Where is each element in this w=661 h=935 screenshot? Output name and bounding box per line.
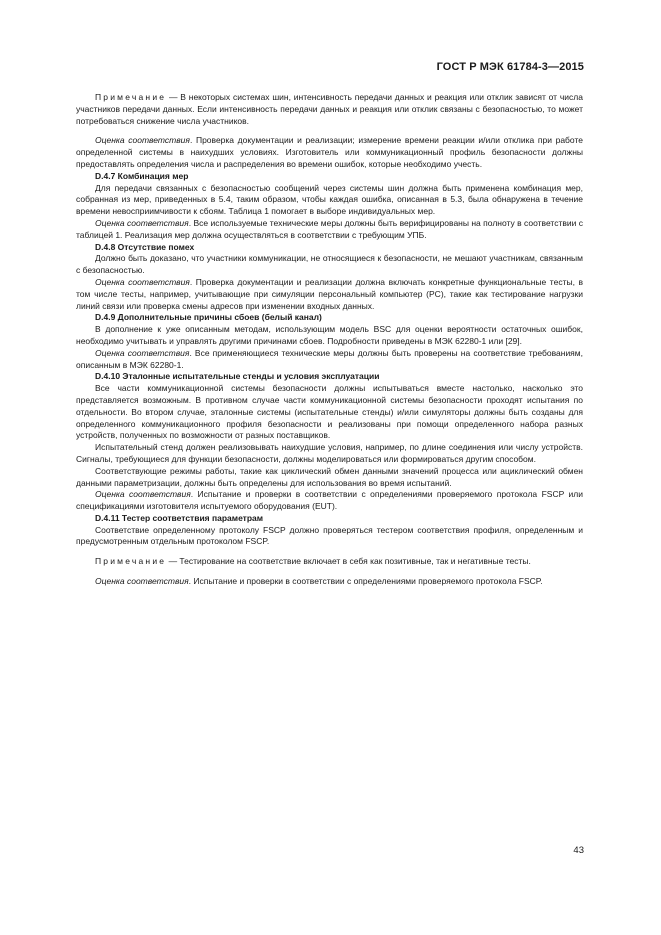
conformance-paragraph	[76, 218, 583, 242]
conformance-lead: Оценка соответствия	[95, 276, 190, 287]
body-paragraph: Соответствие определенному протоколу FSCP должно проверяться тестером соответствия профиля, определенным и предусмотренным отдельным протоколом FSCP.	[76, 524, 583, 547]
body-paragraph: В дополнение к уже описанным методам, использующим модель BSC для оценки вероятности остаточных ошибок, необходимо учитывать и управлять другими причинами сбоев. Подробности приведены в МЭК 62280-1 или [29].	[76, 324, 583, 346]
conformance-text: . Испытание и проверки в соответствии с определениями проверяемого протокола FSCP.	[188, 576, 543, 587]
note-paragraph	[76, 92, 583, 127]
section-heading-d410: D.4.10 Эталонные испытательные стенды и условия эксплуатации	[95, 371, 380, 382]
note-text: — Тестирование на соответствие включает в себя как позитивные, так и негативные тесты.	[166, 556, 531, 567]
note-label: Примечание	[95, 92, 167, 102]
document-header: ГОСТ Р МЭК 61784-3—2015	[436, 61, 584, 73]
conformance-paragraph	[76, 489, 583, 513]
conformance-lead: Оценка соответствия	[95, 217, 189, 228]
conformance-text: . Испытание и проверки в соответствии с определениями проверяемого протокола FSCP или спецификациями изготовителя испытуемого оборудования (EUT).	[76, 489, 583, 512]
body-paragraph: Испытательный стенд должен реализовывать наихудшие условия, например, по длине соединения или числу устройств. Сигналы, требующиеся для функции безопасности, должны моделироваться или формироваться другим способом.	[76, 442, 583, 464]
conformance-lead: Оценка соответствия	[95, 576, 189, 587]
section-heading-d49: D.4.9 Дополнительные причины сбоев (белый канал)	[95, 312, 322, 323]
note-text: — В некоторых системах шин, интенсивность передачи данных и реакция или отклик зависят от числа участников передачи данных. Если интенсивность передачи данных и реакция или отклик связаны с безопасностью, то может потребоваться снижение числа участников.	[76, 92, 583, 126]
page-number: 43	[573, 845, 584, 856]
conformance-text: . Все применяющиеся технические меры должны быть проверены на соответствие требованиям, описанным в МЭК 62280-1.	[76, 347, 583, 370]
conformance-paragraph	[76, 576, 583, 588]
conformance-lead: Оценка соответствия	[95, 489, 191, 500]
conformance-lead: Оценка соответствия	[95, 135, 190, 146]
conformance-lead: Оценка соответствия	[95, 347, 190, 358]
conformance-text: . Все используемые технические меры должны быть верифицированы на полноту в соответствии с таблицей 1. Реализация мер должна осуществляться в соответствии с требующим УПБ.	[76, 217, 583, 240]
conformance-paragraph	[76, 348, 583, 372]
page-body	[76, 92, 583, 588]
body-paragraph: Соответствующие режимы работы, такие как циклический обмен данными значений процесса или ациклический обмен данными параметризации, должны быть определены для использования во время испытаний.	[76, 465, 583, 488]
conformance-paragraph	[76, 277, 583, 312]
conformance-text: . Проверка документации и реализации; измерение времени реакции и/или отклика при работе определенной системы в наихудших условиях. Изготовитель или коммуникационный профиль безопасности должны предоставлять определения числа и распределения во времени ошибок, которые необходимо учесть.	[76, 135, 583, 169]
section-heading-d47: D.4.7 Комбинация мер	[95, 170, 189, 181]
conformance-text: . Проверка документации и реализации должна включать конкретные функциональные тесты, в том числе тесты, например, учитывающие при симуляции персональный компьютер (PC), такие как тестирование нагрузки линий связи или проверка смены адресов при изменении входных данных.	[76, 276, 583, 311]
body-paragraph: Должно быть доказано, что участники коммуникации, не относящиеся к безопасности, не мешают участникам, связанным с безопасностью.	[76, 253, 583, 276]
note-paragraph	[76, 556, 583, 568]
section-heading-d48: D.4.8 Отсутствие помех	[95, 241, 195, 252]
body-paragraph: Все части коммуникационной системы безопасности должны испытываться вместе настолько, насколько это представляется возможным. В противном случае части коммуникационной системы безопасности проходят испытания по отдельности. Во втором случае, эталонные системы (испытательные стенды) и/или симуляторы должны быть созданы для определенного коммуникационного профиля безопасности и реализованы при помощи определенного набора разных устройств, полученных по возможности от разных поставщиков.	[76, 383, 583, 441]
section-heading-d411: D.4.11 Тестер соответствия параметрам	[95, 512, 264, 523]
conformance-paragraph	[76, 135, 583, 170]
body-paragraph: Для передачи связанных с безопасностью сообщений через системы шин должна быть применена комбинация мер, собранная из мер, приведенных в 5.4, таким образом, чтобы каждая ошибка, описанная в 5.3, была обнаружена в течение времени невосприимчивости к сбоям. Таблица 1 помогает в выборе индивидуальных мер.	[76, 182, 583, 217]
note-label: Примечание	[95, 556, 167, 567]
